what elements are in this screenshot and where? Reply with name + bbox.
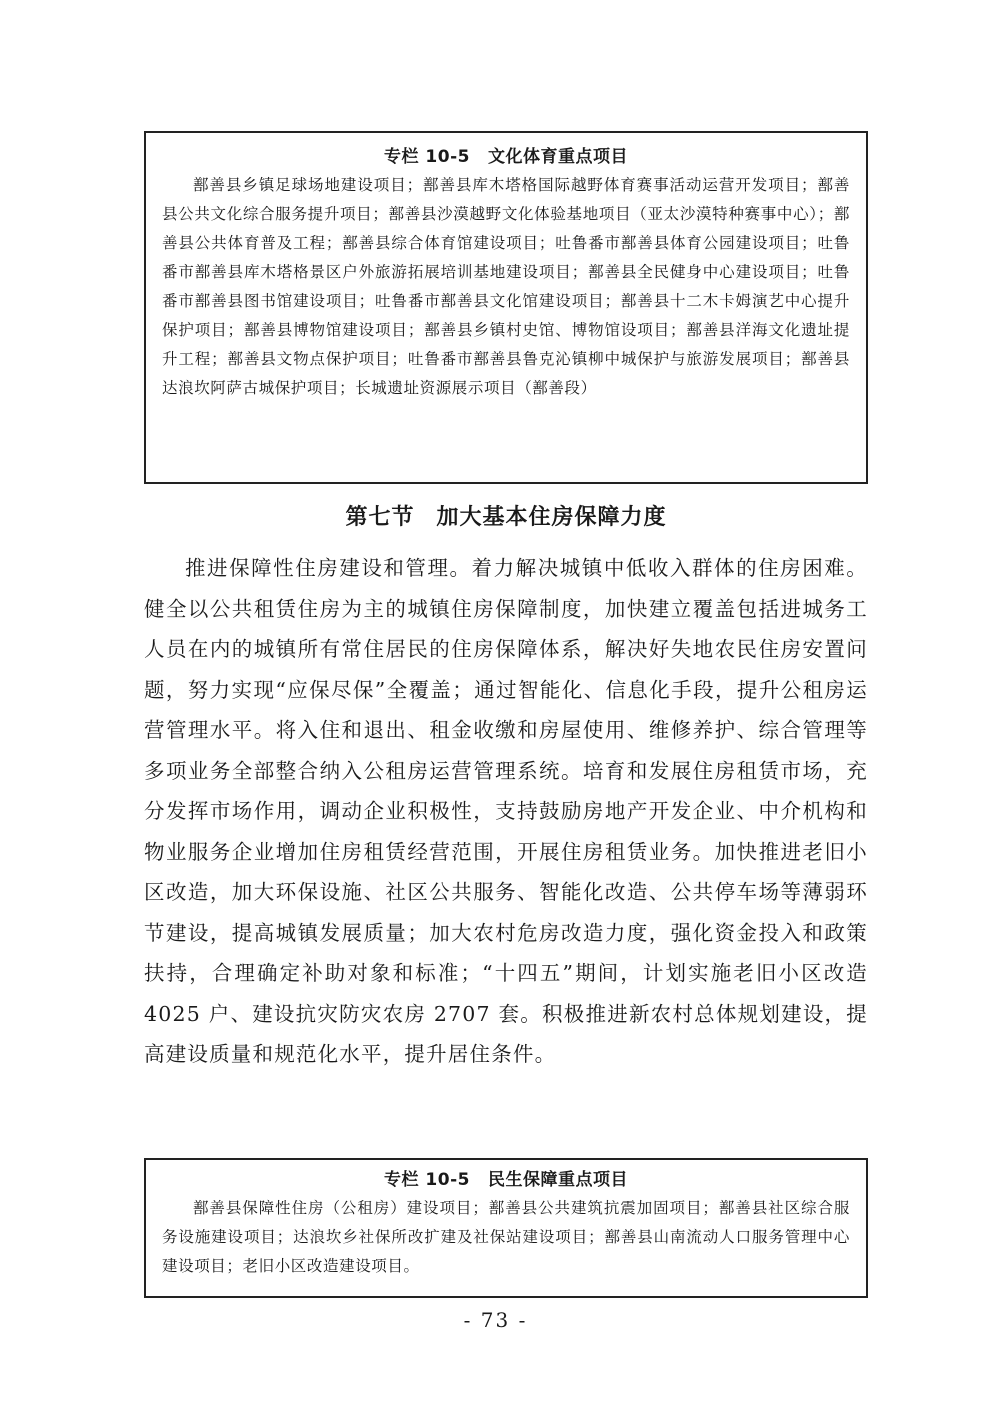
feature-box-title bbox=[162, 145, 850, 169]
section-heading bbox=[144, 500, 868, 536]
feature-box-livelihood bbox=[144, 1158, 868, 1298]
feature-box-heading: 民生保障重点项目 bbox=[487, 1170, 628, 1190]
body-paragraph: 推进保障性住房建设和管理。着力解决城镇中低收入群体的住房困难。健全以公共租赁住房为主的城镇住房保障制度，加快建立覆盖包括进城务工人员在内的城镇所有常住居民的住房保障体系，解决好失地农民住房安置问题，努力实现“应保尽保”全覆盖；通过智能化、信息化手段，提升公租房运营管理水平。将入住和退出、租金收缴和房屋使用、维修养护、综合管理等多项业务全部整合纳入公租房运营管理系统。培育和发展住房租赁市场，充分发挥市场作用，调动企业积极性，支持鼓励房地产开发企业、中介机构和物业服务企业增加住房租赁经营范围，开展住房租赁业务。加快推进老旧小区改造，加大环保设施、社区公共服务、智能化改造、公共停车场等薄弱环节建设，提高城镇发展质量；加大农村危房改造力度，强化资金投入和政策扶持，合理确定补助对象和标准；“十四五”期间，计划实施老旧小区改造 4025 户、建设抗灾防灾农房 2707 套。积极推进新农村总体规划建设，提高建设质量和规范化水平，提升居住条件。 bbox=[144, 556, 868, 1066]
feature-box-heading: 文化体育重点项目 bbox=[487, 147, 628, 167]
feature-box-text: 鄯善县乡镇足球场地建设项目；鄯善县库木塔格国际越野体育赛事活动运营开发项目；鄯善县公共文化综合服务提升项目；鄯善县沙漠越野文化体验基地项目（亚太沙漠特种赛事中心）；鄯善县公共体育普及工程；鄯善县综合体育馆建设项目；吐鲁番市鄯善县体育公园建设项目；吐鲁番市鄯善县库木塔格景区户外旅游拓展培训基地建设项目；鄯善县全民健身中心建设项目；吐鲁番市鄯善县图书馆建设项目；吐鲁番市鄯善县文化馆建设项目；鄯善县十二木卡姆演艺中心提升保护项目；鄯善县博物馆建设项目；鄯善县乡镇村史馆、博物馆设项目；鄯善县洋海文化遗址提升工程；鄯善县文物点保护项目；吐鲁番市鄯善县鲁克沁镇柳中城保护与旅游发展项目；鄯善县达浪坎阿萨古城保护项目；长城遗址资源展示项目（鄯善段） bbox=[162, 176, 850, 397]
feature-box-label: 专栏 10-5 bbox=[384, 1170, 470, 1190]
feature-box-label: 专栏 10-5 bbox=[384, 147, 470, 167]
feature-box-text: 鄯善县保障性住房（公租房）建设项目；鄯善县公共建筑抗震加固项目；鄯善县社区综合服务设施建设项目；达浪坎乡社保所改扩建及社保站建设项目；鄯善县山南流动人口服务管理中心建设项目；老旧小区改造建设项目。 bbox=[162, 1199, 850, 1275]
section-title: 加大基本住房保障力度 bbox=[436, 505, 667, 530]
section-number: 第七节 bbox=[345, 505, 415, 530]
page-number: - 73 - bbox=[463, 1308, 528, 1332]
feature-box-title bbox=[162, 1168, 850, 1192]
feature-box-culture-sports bbox=[144, 131, 868, 484]
